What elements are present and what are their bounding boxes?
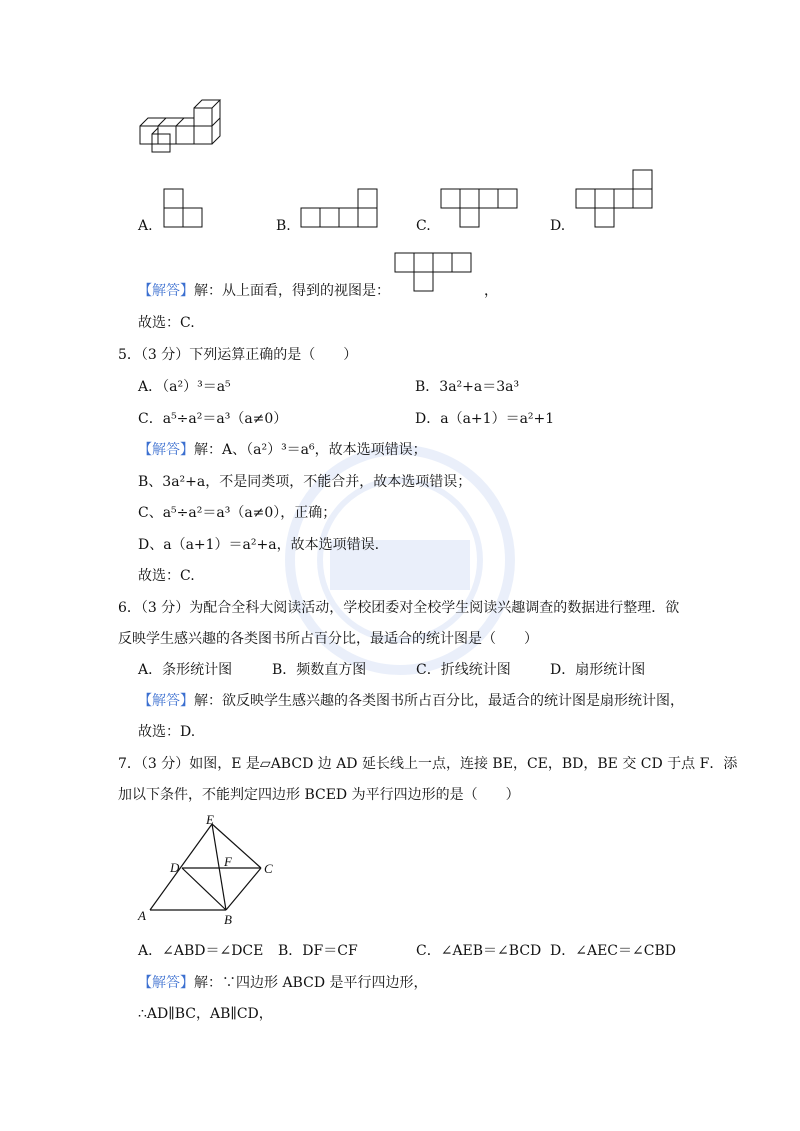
- q4-option-d-grid: [574, 168, 654, 230]
- q4-answer-tag: 【解答】: [138, 283, 194, 299]
- label-f: F: [224, 854, 232, 869]
- q5-choice: 故选：C.: [138, 568, 195, 584]
- q6-answer-text: 解：欲反映学生感兴趣的各类图书所占百分比，最适合的统计图是扇形统计图，: [194, 693, 684, 709]
- q5-option-d: D．a（a+1）＝a²+1: [415, 411, 555, 427]
- q7-option-d: D．∠AEC＝∠CBD: [550, 943, 676, 959]
- q6-answer-tag: 【解答】: [138, 693, 194, 709]
- q6-stem-line-2: 反映学生感兴趣的各类图书所占百分比，最适合的统计图是（ ）: [118, 631, 538, 647]
- cube-stack-figure: [136, 96, 228, 158]
- q7-stem-line-1: 7．（3 分）如图，E 是▱ABCD 边 AD 延长线上一点，连接 BE，CE，BD，BE 交 CD 于点 F．添: [118, 756, 738, 772]
- q5-stem: 5．（3 分）下列运算正确的是（ ）: [118, 347, 358, 363]
- q7-option-a: A．∠ABD＝∠DCE: [138, 943, 264, 959]
- label-c: C: [264, 861, 273, 876]
- label-b: B: [224, 912, 232, 927]
- q7-option-b: B．DF＝CF: [278, 943, 358, 959]
- q4-option-a-grid: [162, 187, 204, 229]
- q4-option-c-grid: [439, 187, 519, 229]
- q6-option-a: A．条形统计图: [138, 662, 233, 678]
- label-a: A: [138, 908, 146, 923]
- q4-answer-comma: ，: [484, 283, 498, 299]
- q4-option-a-label: A.: [138, 218, 153, 234]
- q4-option-b-label: B.: [276, 218, 291, 234]
- watermark-logo: [270, 430, 530, 690]
- parallelogram-figure: [136, 812, 286, 930]
- q4-option-c-label: C.: [416, 218, 431, 234]
- q5-option-b: B．3a²+a＝3a³: [415, 379, 520, 395]
- q5-answer-line-2: B、3a²+a，不是同类项，不能合并，故本选项错误；: [138, 474, 472, 490]
- q7-answer-tag: 【解答】: [138, 975, 194, 991]
- q5-option-c: C．a⁵÷a²＝a³（a≠0）: [138, 411, 288, 427]
- q4-choice: 故选：C.: [138, 315, 195, 331]
- q7-answer-line-2: ∴AD∥BC，AB∥CD，: [138, 1006, 273, 1022]
- q5-answer-line-4: D、a（a+1）＝a²+a，故本选项错误.: [138, 537, 380, 553]
- q5-answer-tag: 【解答】: [138, 442, 194, 458]
- q6-choice: 故选：D.: [138, 724, 196, 740]
- q5-option-a: A．（a²）³＝a⁵: [138, 379, 231, 395]
- q4-answer-grid: [393, 251, 473, 293]
- q7-option-c: C．∠AEB＝∠BCD: [416, 943, 542, 959]
- q7-stem-line-2: 加以下条件，不能判定四边形 BCED 为平行四边形的是（ ）: [118, 787, 520, 803]
- q4-option-d-label: D.: [550, 218, 566, 234]
- q6-option-b: B．频数直方图: [272, 662, 367, 678]
- q5-answer-line-1: 解：A、（a²）³＝a⁶，故本选项错误；: [194, 442, 427, 458]
- q6-option-c: C．折线统计图: [416, 662, 511, 678]
- q5-answer-line-3: C、a⁵÷a²＝a³（a≠0），正确；: [138, 505, 337, 521]
- label-d: D: [170, 860, 180, 875]
- label-e: E: [206, 812, 214, 827]
- q6-option-d: D．扇形统计图: [550, 662, 646, 678]
- q4-option-b-grid: [299, 187, 379, 229]
- q4-answer-text: 解：从上面看，得到的视图是：: [194, 283, 390, 299]
- q6-stem-line-1: 6．（3 分）为配合全科大阅读活动，学校团委对全校学生阅读兴趣调查的数据进行整理．欲: [118, 600, 680, 616]
- q7-answer-text: 解：∵四边形 ABCD 是平行四边形，: [194, 975, 428, 991]
